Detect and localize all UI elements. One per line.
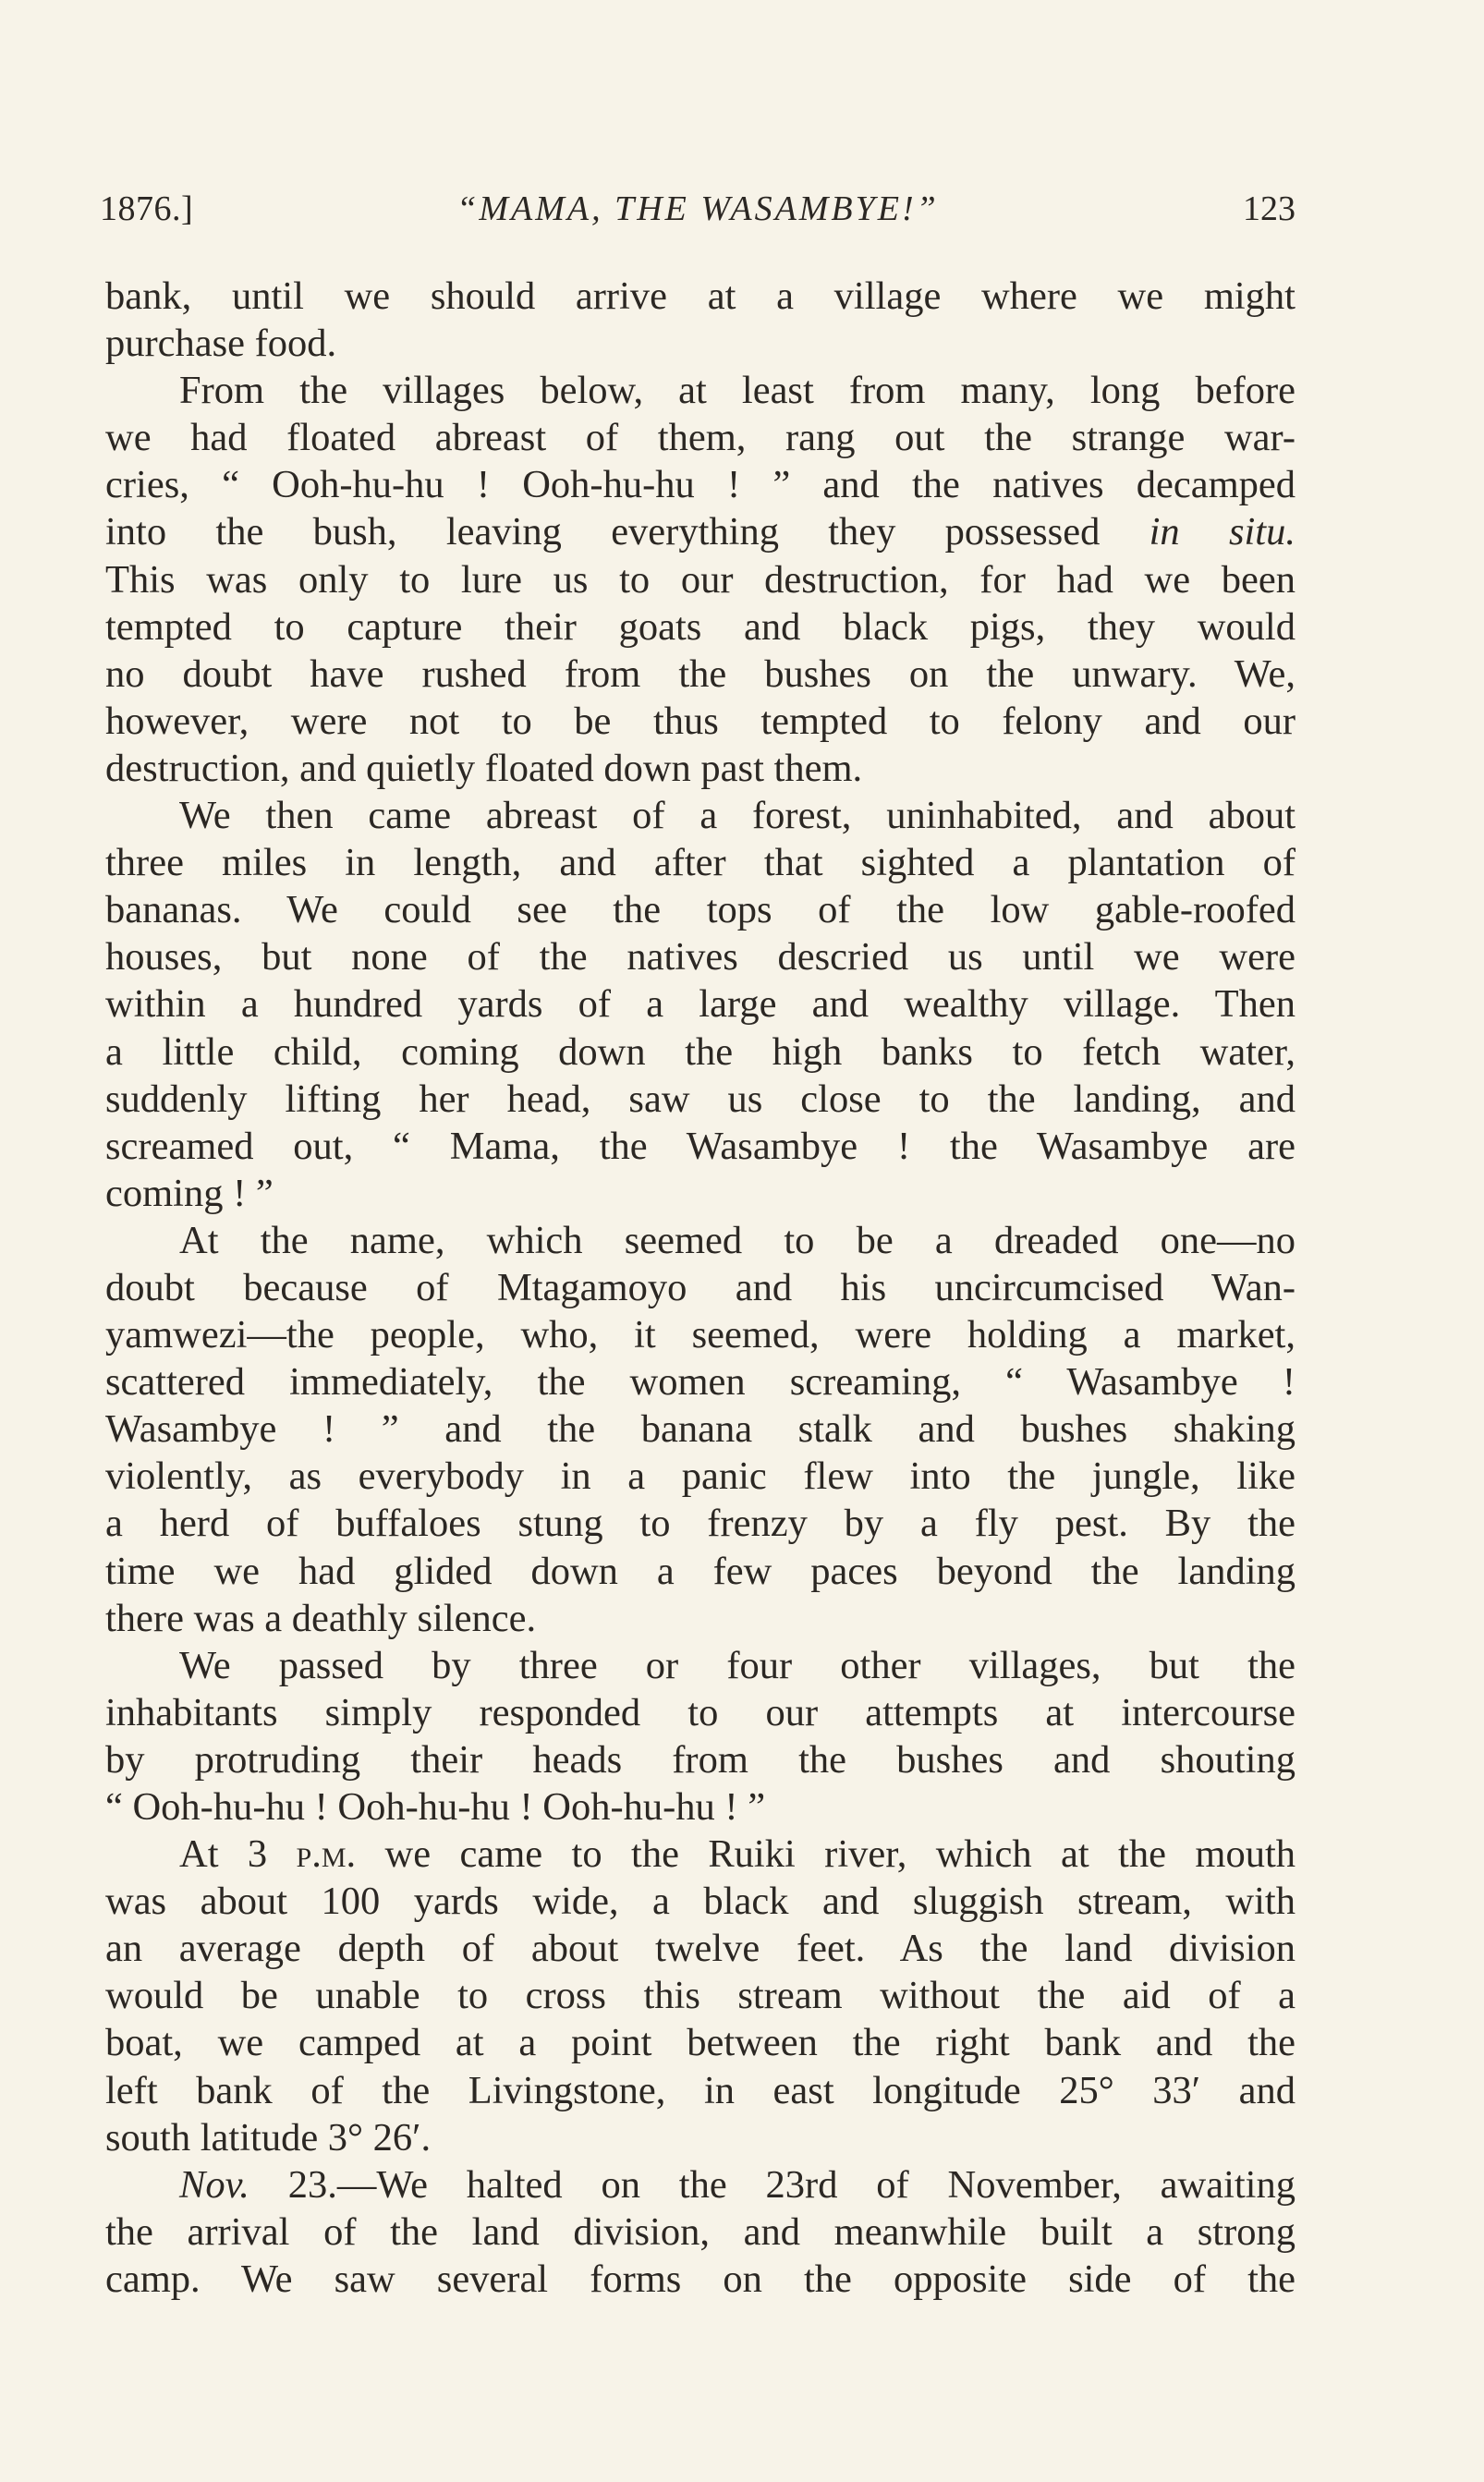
text-span: At 3 xyxy=(179,1832,297,1877)
text-line: houses, but none of the natives descried us until we were xyxy=(105,935,1295,979)
text-line: south latitude 3° 26′. xyxy=(105,2115,432,2160)
text-line: We passed by three or four other villages, but the xyxy=(179,1643,1295,1687)
text-line: camp. We saw several forms on the opposite side of the xyxy=(105,2257,1295,2301)
text-line xyxy=(105,508,1295,555)
body-text xyxy=(105,273,1295,2303)
text-line: three miles in length, and after that sighted a plantation of xyxy=(105,841,1295,885)
running-head-year: 1876.] xyxy=(100,189,194,228)
text-line: the arrival of the land division, and meanwhile built a strong xyxy=(105,2209,1295,2254)
text-line: an average depth of about twelve feet. As the land division xyxy=(105,1927,1295,1971)
text-line: This was only to lure us to our destruction, for had we been xyxy=(105,557,1295,602)
text-line: bank, until we should arrive at a village where we might xyxy=(105,274,1295,318)
text-line: We then came abreast of a forest, uninhabited, and about xyxy=(179,794,1295,838)
text-span: we came to the Ruiki river, which at the mouth xyxy=(356,1832,1295,1877)
text-line: scattered immediately, the women screaming, “ Wasambye ! xyxy=(105,1360,1295,1405)
text-line: we had floated abreast of them, rang out the strange war- xyxy=(105,416,1295,460)
text-line: no doubt have rushed from the bushes on the unwary. We, xyxy=(105,651,1295,696)
text-line xyxy=(105,1831,1295,1878)
italic-text: Nov. xyxy=(179,2162,249,2207)
text-line: doubt because of Mtagamoyo and his uncircumcised Wan- xyxy=(105,1265,1295,1309)
text-line xyxy=(105,2161,1295,2208)
text-line: destruction, and quietly floated down past them. xyxy=(105,746,863,790)
text-line: cries, “ Ooh-hu-hu ! Ooh-hu-hu ! ” and the natives decamped xyxy=(105,463,1295,507)
text-line: tempted to capture their goats and black pigs, they would xyxy=(105,604,1295,649)
text-line: by protruding their heads from the bushes and shouting xyxy=(105,1737,1295,1782)
text-line: Wasambye ! ” and the banana stalk and bushes shaking xyxy=(105,1407,1295,1452)
small-caps-text: p.m. xyxy=(296,1832,357,1877)
text-line: would be unable to cross this stream without the aid of a xyxy=(105,1974,1295,2018)
text-line: was about 100 yards wide, a black and sluggish stream, with xyxy=(105,1880,1295,1924)
running-head-title-text: “MAMA, THE WASAMBYE!” xyxy=(456,189,939,228)
text-line: screamed out, “ Mama, the Wasambye ! the Wasambye are xyxy=(105,1124,1295,1168)
text-line: left bank of the Livingstone, in east longitude 25° 33′ and xyxy=(105,2068,1295,2112)
text-line: bananas. We could see the tops of the low gable-roofed xyxy=(105,888,1295,932)
page-number: 123 xyxy=(1243,189,1295,228)
text-line: suddenly lifting her head, saw us close to the landing, and xyxy=(105,1077,1295,1121)
text-line: At the name, which seemed to be a dreaded one—no xyxy=(179,1218,1295,1262)
text-line: a little child, coming down the high banks to fetch water, xyxy=(105,1029,1295,1074)
text-line: there was a deathly silence. xyxy=(105,1596,537,1640)
running-head xyxy=(100,181,1295,237)
text-span: into the bush, leaving everything they possessed xyxy=(105,510,1149,554)
text-line: inhabitants simply responded to our attempts at intercourse xyxy=(105,1690,1295,1734)
text-line: violently, as everybody in a panic flew into the jungle, like xyxy=(105,1454,1295,1499)
text-line: yamwezi—the people, who, it seemed, were holding a market, xyxy=(105,1313,1295,1357)
italic-text: in situ. xyxy=(1149,510,1295,554)
text-line: within a hundred yards of a large and wealthy village. Then xyxy=(105,982,1295,1027)
text-line: “ Ooh-hu-hu ! Ooh-hu-hu ! Ooh-hu-hu ! ” xyxy=(105,1785,766,1829)
text-line: coming ! ” xyxy=(105,1171,274,1215)
text-line: purchase food. xyxy=(105,322,337,366)
text-line: boat, we camped at a point between the right bank and the xyxy=(105,2021,1295,2065)
text-line: time we had glided down a few paces beyond the landing xyxy=(105,1549,1295,1593)
text-line: however, were not to be thus tempted to felony and our xyxy=(105,699,1295,743)
running-head-title xyxy=(100,181,1295,237)
text-line: a herd of buffaloes stung to frenzy by a fly pest. By the xyxy=(105,1502,1295,1546)
text-span: 23.—We halted on the 23rd of November, awaiting xyxy=(249,2162,1295,2207)
text-line: From the villages below, at least from many, long before xyxy=(179,369,1295,413)
